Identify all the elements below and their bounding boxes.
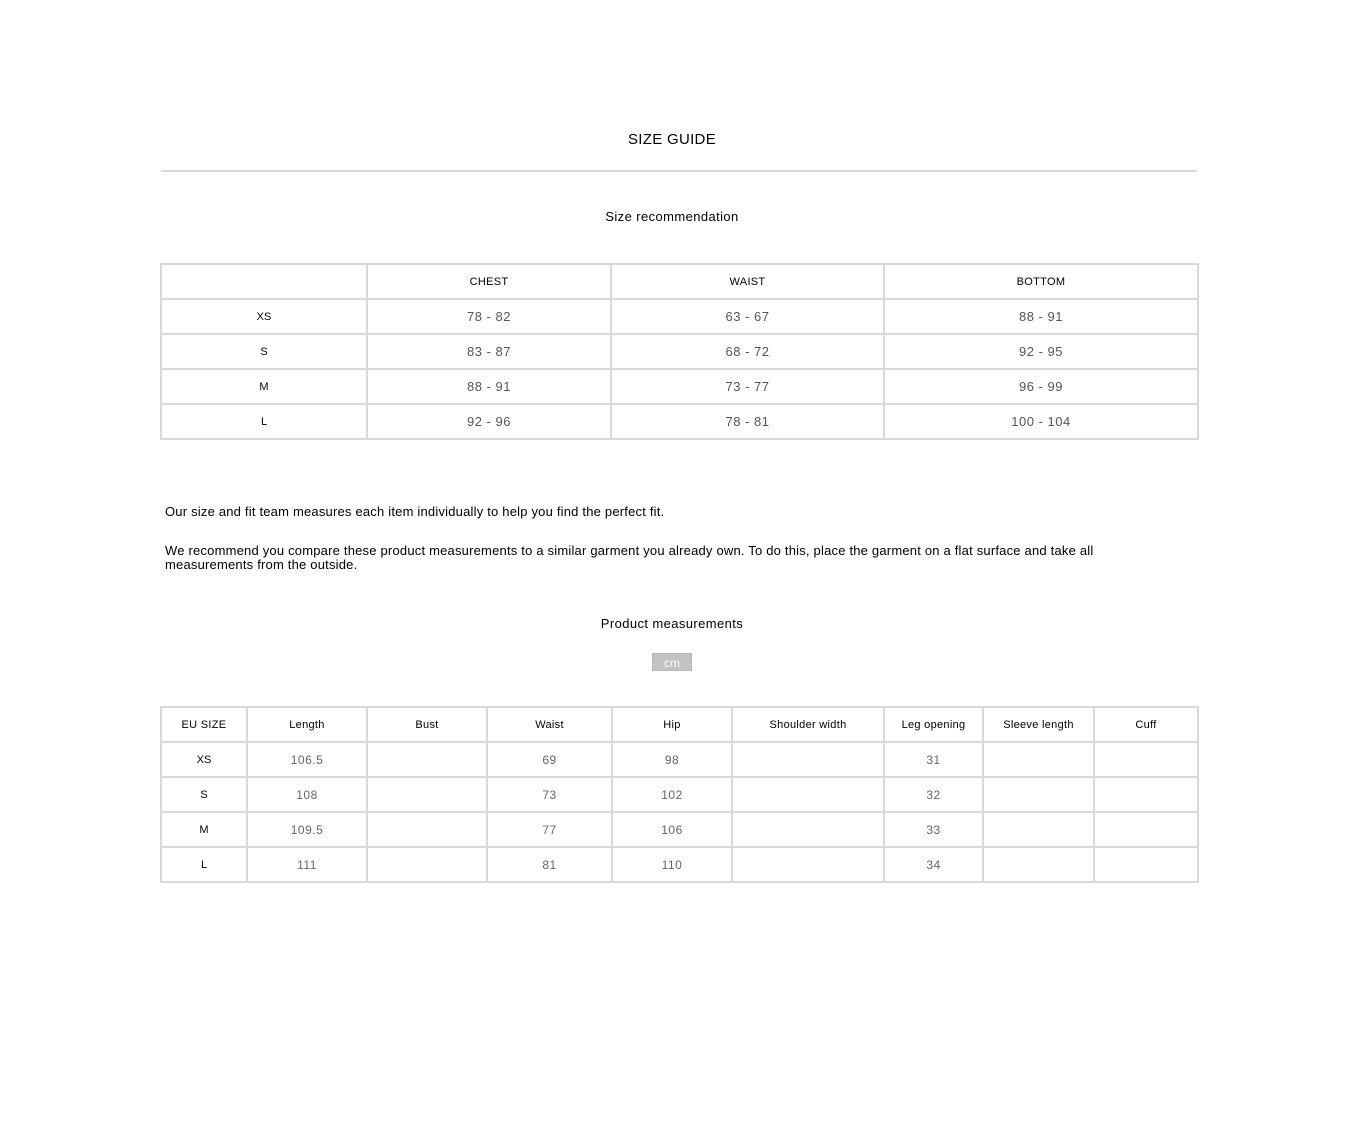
header-cell-bottom: BOTTOM xyxy=(884,264,1198,299)
waist-cell: 78 - 81 xyxy=(611,404,884,439)
leg-opening-cell: 34 xyxy=(884,847,983,882)
waist-cell: 73 xyxy=(487,777,612,812)
title-divider xyxy=(161,170,1197,172)
table-row xyxy=(161,334,1198,369)
table-row xyxy=(161,369,1198,404)
header-cell-shoulder-width: Shoulder width xyxy=(732,707,884,742)
size-cell: L xyxy=(161,404,367,439)
unit-toggle-button[interactable]: cm xyxy=(652,653,692,671)
table-row xyxy=(161,299,1198,334)
leg-opening-cell: 32 xyxy=(884,777,983,812)
length-cell: 108 xyxy=(247,777,367,812)
shoulder-cell xyxy=(732,742,884,777)
cuff-cell xyxy=(1094,742,1198,777)
table-header-row xyxy=(161,707,1198,742)
chest-cell: 83 - 87 xyxy=(367,334,611,369)
hip-cell: 106 xyxy=(612,812,732,847)
table-row xyxy=(161,404,1198,439)
shoulder-cell xyxy=(732,812,884,847)
header-cell-empty xyxy=(161,264,367,299)
bottom-cell: 96 - 99 xyxy=(884,369,1198,404)
bust-cell xyxy=(367,812,487,847)
header-cell-leg-opening: Leg opening xyxy=(884,707,983,742)
length-cell: 106.5 xyxy=(247,742,367,777)
header-cell-length: Length xyxy=(247,707,367,742)
size-cell: M xyxy=(161,812,247,847)
size-cell: XS xyxy=(161,742,247,777)
cuff-cell xyxy=(1094,812,1198,847)
header-cell-waist: WAIST xyxy=(611,264,884,299)
compare-measurements-paragraph: We recommend you compare these product measurements to a similar garment you already own. To do this, place the garment on a flat surface and take all measurements from the outside. xyxy=(165,543,1094,572)
header-cell-chest: CHEST xyxy=(367,264,611,299)
header-cell-sleeve-length: Sleeve length xyxy=(983,707,1094,742)
bust-cell xyxy=(367,777,487,812)
table-row xyxy=(161,742,1198,777)
length-cell: 111 xyxy=(247,847,367,882)
table-row xyxy=(161,812,1198,847)
header-cell-bust: Bust xyxy=(367,707,487,742)
waist-cell: 69 xyxy=(487,742,612,777)
table-row xyxy=(161,847,1198,882)
waist-cell: 81 xyxy=(487,847,612,882)
sleeve-cell xyxy=(983,812,1094,847)
size-cell: S xyxy=(161,334,367,369)
header-cell-eu-size: EU SIZE xyxy=(161,707,247,742)
cuff-cell xyxy=(1094,777,1198,812)
sleeve-cell xyxy=(983,742,1094,777)
hip-cell: 98 xyxy=(612,742,732,777)
bottom-cell: 100 - 104 xyxy=(884,404,1198,439)
hip-cell: 110 xyxy=(612,847,732,882)
fit-team-paragraph: Our size and fit team measures each item individually to help you find the perfect fit. xyxy=(165,504,665,519)
cuff-cell xyxy=(1094,847,1198,882)
waist-cell: 73 - 77 xyxy=(611,369,884,404)
bottom-cell: 92 - 95 xyxy=(884,334,1198,369)
waist-cell: 68 - 72 xyxy=(611,334,884,369)
sleeve-cell xyxy=(983,847,1094,882)
waist-cell: 77 xyxy=(487,812,612,847)
size-recommendation-table xyxy=(160,263,1199,440)
size-recommendation-title: Size recommendation xyxy=(605,209,739,224)
size-cell: M xyxy=(161,369,367,404)
product-measurements-title: Product measurements xyxy=(600,616,744,631)
bottom-cell: 88 - 91 xyxy=(884,299,1198,334)
sleeve-cell xyxy=(983,777,1094,812)
size-cell: XS xyxy=(161,299,367,334)
hip-cell: 102 xyxy=(612,777,732,812)
header-cell-cuff: Cuff xyxy=(1094,707,1198,742)
page-title: SIZE GUIDE xyxy=(627,131,716,148)
bust-cell xyxy=(367,847,487,882)
header-cell-hip: Hip xyxy=(612,707,732,742)
chest-cell: 88 - 91 xyxy=(367,369,611,404)
shoulder-cell xyxy=(732,777,884,812)
waist-cell: 63 - 67 xyxy=(611,299,884,334)
leg-opening-cell: 31 xyxy=(884,742,983,777)
chest-cell: 92 - 96 xyxy=(367,404,611,439)
shoulder-cell xyxy=(732,847,884,882)
chest-cell: 78 - 82 xyxy=(367,299,611,334)
header-cell-waist: Waist xyxy=(487,707,612,742)
leg-opening-cell: 33 xyxy=(884,812,983,847)
size-cell: S xyxy=(161,777,247,812)
bust-cell xyxy=(367,742,487,777)
size-cell: L xyxy=(161,847,247,882)
table-header-row xyxy=(161,264,1198,299)
product-measurements-table xyxy=(160,706,1199,883)
length-cell: 109.5 xyxy=(247,812,367,847)
table-row xyxy=(161,777,1198,812)
